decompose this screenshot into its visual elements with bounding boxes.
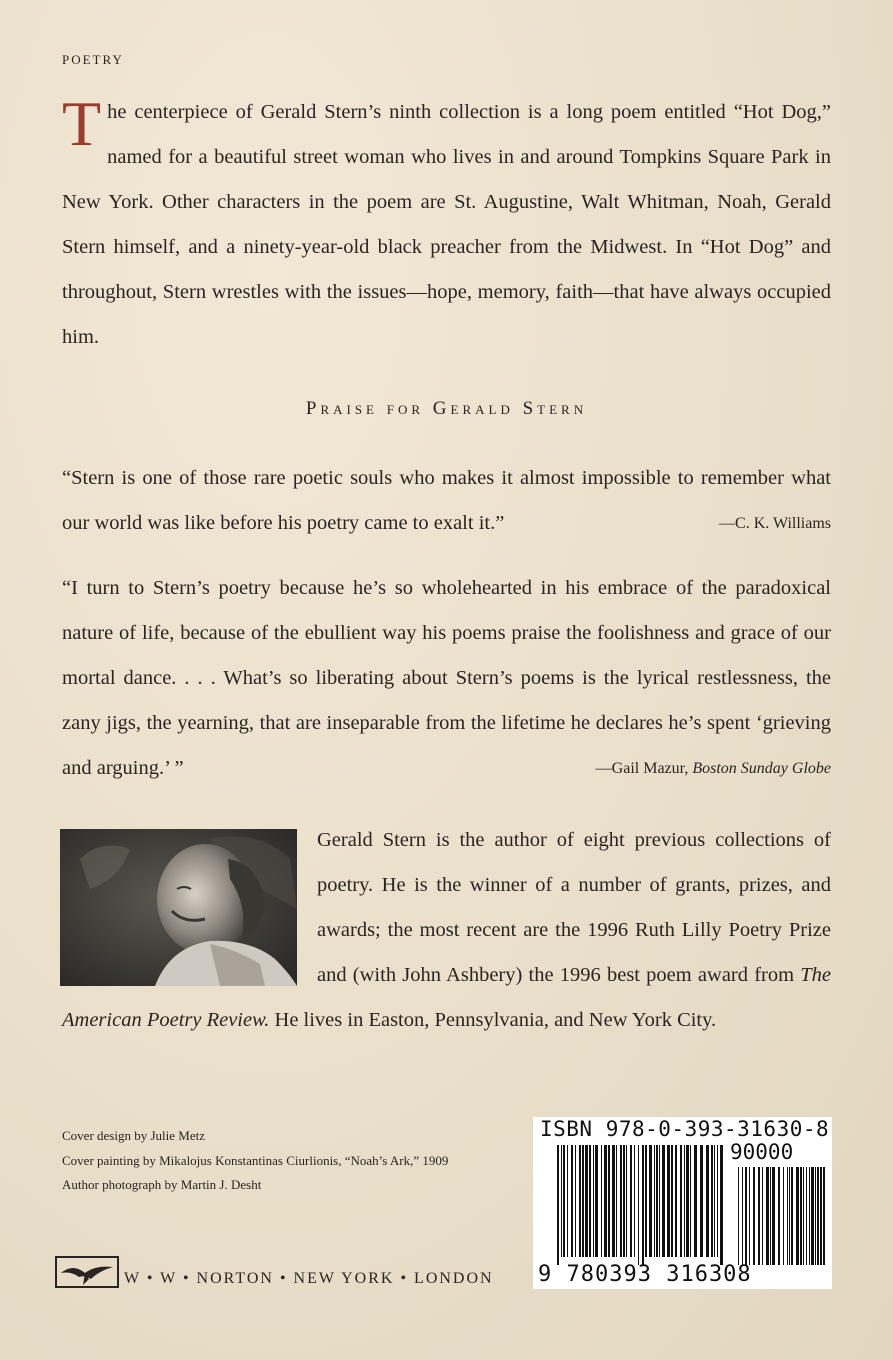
author-bio: [62, 818, 831, 1043]
quote-attribution: [596, 746, 831, 791]
bio-text-end: He lives in Easton, Pennsylvania, and New York City.: [269, 1009, 717, 1031]
barcode-bar: [738, 1167, 739, 1265]
barcode-bar: [700, 1145, 703, 1257]
barcode-bar: [589, 1145, 591, 1257]
barcode-bar: [645, 1145, 647, 1257]
barcode-bar: [575, 1145, 576, 1257]
barcode-bar: [579, 1145, 581, 1257]
barcode-bar: [563, 1145, 565, 1257]
barcode-bar: [706, 1145, 709, 1257]
intro-text: he centerpiece of Gerald Stern’s ninth collection is a long poem entitled “Hot Dog,” named for a beautiful street woman who lives in and around Tompkins Square Park in New York. Other characters in the poem are St. Augustine, Walt Whitman, Noah, Gerald Stern himself, and a ninety-year-old black preacher from the Midwest. In “Hot Dog” and throughout, Stern wrestles with the issues—hope, memory, faith—that have always occupied him.: [62, 101, 831, 348]
quote-attribution: [719, 501, 831, 546]
barcode-bar: [649, 1145, 652, 1257]
barcode-bar: [585, 1145, 588, 1257]
barcode-bar: [690, 1145, 691, 1257]
barcode-bar: [800, 1167, 802, 1265]
barcode-bar: [817, 1167, 819, 1265]
barcode-bar: [638, 1145, 639, 1265]
ean-number: 9 780393 316308: [538, 1262, 752, 1287]
barcode-bar: [749, 1167, 750, 1265]
barcode-bar: [714, 1145, 715, 1257]
barcode-bar: [783, 1167, 784, 1265]
barcode-bar: [626, 1145, 627, 1257]
barcode-bar: [811, 1167, 814, 1265]
barcode-bar: [823, 1167, 825, 1265]
barcode-bar: [642, 1145, 644, 1265]
barcode-bar: [561, 1145, 562, 1257]
quote-mazur: [62, 566, 831, 791]
attribution-name: —Gail Mazur,: [595, 760, 693, 777]
barcode-bar: [620, 1145, 622, 1257]
barcode-bar: [742, 1167, 743, 1265]
barcode-bar: [820, 1167, 822, 1265]
credits-block: [62, 1124, 448, 1198]
barcode-bar: [745, 1167, 747, 1265]
drop-cap: T: [62, 88, 102, 159]
barcode-bar: [806, 1167, 807, 1265]
barcode-bar: [616, 1145, 617, 1257]
norton-seagull-logo: [55, 1255, 121, 1296]
barcode-bar: [753, 1167, 755, 1265]
category-label: POETRY: [62, 52, 124, 67]
barcode-bar: [671, 1145, 673, 1257]
attribution-source: Boston Sunday Globe: [692, 760, 831, 777]
barcode-bar: [770, 1167, 771, 1265]
barcode-bar: [659, 1145, 660, 1257]
publisher-line: W • W • NORTON • NEW YORK • LONDON: [124, 1270, 494, 1287]
barcode-bar: [694, 1145, 697, 1257]
barcode-bar: [623, 1145, 625, 1257]
barcode-bar: [787, 1167, 788, 1265]
barcode-bar: [815, 1167, 816, 1265]
barcode-bar: [711, 1145, 713, 1257]
barcode-bar: [791, 1167, 793, 1265]
barcode-bar: [717, 1145, 718, 1257]
bio-text-start: Gerald Stern is the author of eight previous collections of poetry. He is the winner of a number of grants, prizes, and awards; the most recent are the 1996 Ruth Lilly Poetry Prize and (with John Ashbery) the 1996 best poem award from: [317, 829, 831, 986]
barcode-bar: [593, 1145, 594, 1257]
barcode-bar: [758, 1167, 760, 1265]
barcode-bar: [567, 1145, 568, 1257]
barcode-bar: [762, 1167, 763, 1265]
praise-heading: Praise for Gerald Stern: [305, 398, 588, 419]
quote-text: “Stern is one of those rare poetic souls who makes it almost impossible to remember what our world was like before his poetry came to exalt it.”: [62, 467, 831, 534]
barcode-bar: [789, 1167, 790, 1265]
barcode-bar: [684, 1145, 685, 1257]
barcode-bar: [595, 1145, 598, 1257]
barcode-bar: [686, 1145, 689, 1257]
barcode-bar: [654, 1145, 655, 1257]
barcode-bar: [630, 1145, 632, 1257]
attribution-name: —C. K. Williams: [719, 515, 831, 532]
quote-williams: [62, 456, 831, 546]
barcode-bar: [582, 1145, 584, 1257]
seagull-icon: [55, 1255, 121, 1291]
barcode-bar: [778, 1167, 780, 1265]
barcode-bar: [796, 1167, 799, 1265]
barcode-bar: [772, 1167, 775, 1265]
credit-author-photo: Author photograph by Martin J. Desht: [62, 1177, 262, 1192]
barcode-bar: [667, 1145, 670, 1257]
barcode-bar: [604, 1145, 607, 1257]
barcode-bar: [803, 1167, 804, 1265]
barcode-bar: [608, 1145, 610, 1257]
intro-paragraph: [62, 90, 831, 360]
barcode-bar: [720, 1145, 723, 1265]
photo-spacer: [62, 818, 317, 994]
barcode-bar: [557, 1145, 559, 1265]
price-code: 90000: [730, 1140, 794, 1164]
quote-text: “I turn to Stern’s poetry because he’s so wholehearted in his embrace of the paradoxical nature of life, because of the ebullient way his poems praise the foolishness and grace of our mortal dance. . . . What’s so liberating about Stern’s poems is the lyrical restlessness, the zany jigs, the yearning, that are inseparable from the lifetime he declares he’s spent ‘grieving and arguing.’ ”: [62, 577, 831, 779]
barcode-bar: [571, 1145, 573, 1257]
credit-cover-design: Cover design by Julie Metz: [62, 1128, 205, 1143]
barcode-bar: [662, 1145, 665, 1257]
barcode-bar: [634, 1145, 635, 1257]
bio-italic-title: The American Poetry Review.: [62, 964, 831, 1031]
credit-cover-painting: Cover painting by Mikalojus Konstantinas Ciurlionis, “Noah’s Ark,” 1909: [62, 1152, 449, 1168]
barcode-bar: [680, 1145, 682, 1257]
barcode-bar: [601, 1145, 602, 1257]
isbn-number: ISBN 978-0-393-31630-8: [540, 1117, 830, 1141]
barcode-bar: [612, 1145, 615, 1257]
barcode-bar: [809, 1167, 810, 1265]
barcode-bar: [675, 1145, 677, 1257]
barcode-bar: [766, 1167, 769, 1265]
barcode-bar: [656, 1145, 658, 1257]
